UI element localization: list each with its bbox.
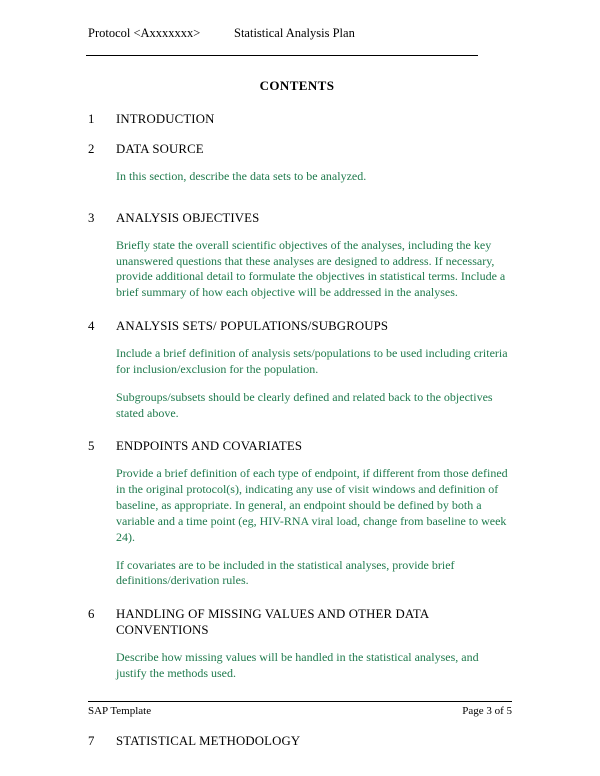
section-number: 4 <box>88 319 95 334</box>
section-title: ANALYSIS OBJECTIVES <box>116 210 260 225</box>
section-heading <box>88 142 512 158</box>
guidance-text: Include a brief definition of analysis sets/populations to be used including criteria for inclusion/exclusion for the population. <box>116 346 508 376</box>
section-heading <box>88 439 512 455</box>
section-2 <box>88 142 512 185</box>
section-1 <box>88 112 512 128</box>
section-5 <box>88 439 512 589</box>
section-number: 7 <box>88 733 95 748</box>
section-number: 6 <box>88 607 95 622</box>
section-title: ANALYSIS SETS/ POPULATIONS/SUBGROUPS <box>116 319 389 334</box>
section-number: 5 <box>88 439 95 454</box>
section-title: DATA SOURCE <box>116 141 204 156</box>
running-footer <box>88 701 512 718</box>
header-protocol-label: Protocol <Axxxxxxx> <box>88 26 201 40</box>
guidance-text: If covariates are to be included in the statistical analyses, provide brief definitions/derivation rules. <box>116 557 455 588</box>
section-6 <box>88 607 512 682</box>
guidance-text: Provide a brief definition of each type of endpoint, if different from those defined in the original protocol(s), indicating any use of visit windows and definition of baseline, as appropriate. In general, an endpoint should be defined by both a variable and a time point (eg, HIV-RNA viral load, change from baseline to week 24). <box>116 466 508 544</box>
guidance-text: Subgroups/subsets should be clearly defined and related back to the objectives stated above. <box>116 389 493 420</box>
section-number: 1 <box>88 112 95 126</box>
section-3 <box>88 211 512 301</box>
header-divider <box>86 55 478 56</box>
section-number: 2 <box>88 141 95 156</box>
page-title: CONTENTS <box>259 78 335 93</box>
section-heading <box>88 319 512 335</box>
section-heading <box>88 211 512 227</box>
guidance-text: Briefly state the overall scientific objectives of the analyses, including the key unanswered questions that these analyses are designed to address. If necessary, provide additional detail to formulate the objectives in statistical terms. Include a brief summary of how each objective will be addressed in the analyses. <box>116 237 506 300</box>
guidance-text: In this section, describe the data sets to be analyzed. <box>116 168 367 183</box>
section-title: STATISTICAL METHODOLOGY <box>116 733 301 748</box>
running-header <box>88 26 512 55</box>
section-title: ENDPOINTS AND COVARIATES <box>116 439 303 454</box>
section-7 <box>88 734 512 750</box>
header-document-title: Statistical Analysis Plan <box>234 26 355 40</box>
section-heading <box>88 607 512 639</box>
section-4 <box>88 319 512 421</box>
footer-template-label: SAP Template <box>88 704 152 717</box>
section-heading <box>88 112 512 128</box>
section-number: 3 <box>88 210 95 225</box>
guidance-text: Describe how missing values will be handled in the statistical analyses, and justify the methods used. <box>116 650 479 680</box>
section-heading <box>88 734 512 750</box>
section-title: HANDLING OF MISSING VALUES AND OTHER DATA CONVENTIONS <box>116 607 429 638</box>
section-title: INTRODUCTION <box>116 112 215 126</box>
footer-page-number: Page 3 of 5 <box>462 704 512 717</box>
